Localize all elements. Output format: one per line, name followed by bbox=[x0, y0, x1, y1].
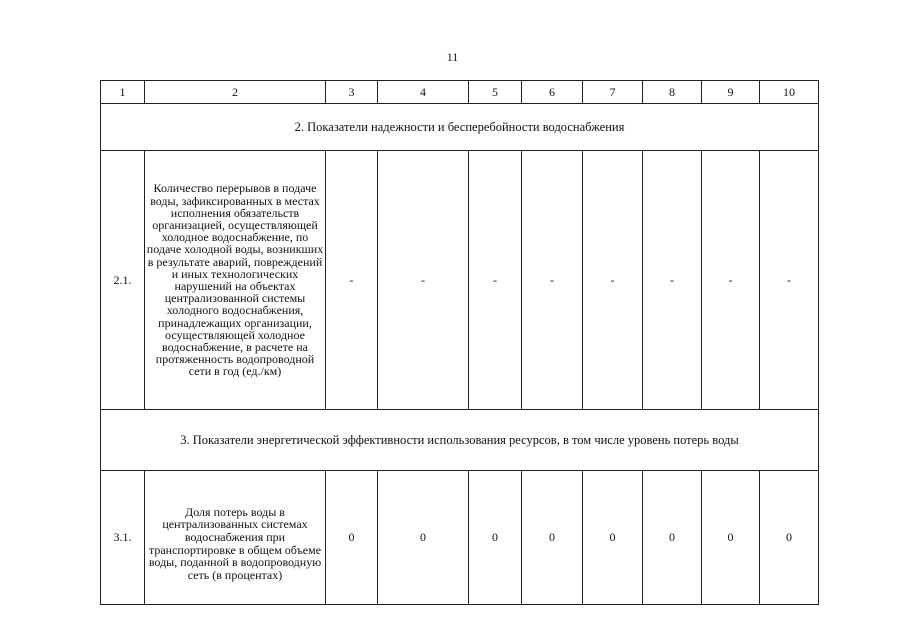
column-header: 2 bbox=[145, 81, 326, 104]
column-header: 4 bbox=[378, 81, 469, 104]
value-cell: 0 bbox=[378, 471, 469, 605]
value-cell: 0 bbox=[583, 471, 643, 605]
value-cell: 0 bbox=[522, 471, 583, 605]
value-cell: - bbox=[583, 151, 643, 410]
row-number: 3.1. bbox=[101, 471, 145, 605]
value-cell: - bbox=[522, 151, 583, 410]
column-header: 10 bbox=[760, 81, 819, 104]
value-cell: - bbox=[326, 151, 378, 410]
column-header: 8 bbox=[643, 81, 702, 104]
section-3-title: 3. Показатели энергетической эффективности использования ресурсов, в том числе уровень потерь воды bbox=[101, 410, 819, 471]
value-cell: - bbox=[702, 151, 760, 410]
page-number: 11 bbox=[446, 50, 459, 64]
row-description: Количество перерывов в подаче воды, зафиксированных в местах исполнения обязательств организацией, осуществляющей холодное водоснабжение, по подаче холодной воды, возникших в результате аварий, повреждений и иных технологических нарушений на объектах централизованной системы холодного водоснабжения, принадлежащих организации, осуществляющей холодное водоснабжение, в расчете на протяженность водопроводной сети в год (ед./км) bbox=[145, 151, 326, 410]
column-header: 7 bbox=[583, 81, 643, 104]
row-number: 2.1. bbox=[101, 151, 145, 410]
row-description: Доля потерь воды в централизованных системах водоснабжения при транспортировке в общем объеме воды, поданной в водопроводную сеть (в процентах) bbox=[145, 471, 326, 605]
column-header: 1 bbox=[101, 81, 145, 104]
section-2-title: 2. Показатели надежности и бесперебойности водоснабжения bbox=[101, 104, 819, 151]
value-cell: 0 bbox=[760, 471, 819, 605]
indicators-table bbox=[100, 80, 819, 605]
column-header: 9 bbox=[702, 81, 760, 104]
column-header-row bbox=[101, 81, 819, 104]
value-cell: 0 bbox=[469, 471, 522, 605]
value-cell: - bbox=[378, 151, 469, 410]
value-cell: - bbox=[469, 151, 522, 410]
table-row bbox=[101, 471, 819, 605]
column-header: 3 bbox=[326, 81, 378, 104]
table-row bbox=[101, 151, 819, 410]
value-cell: - bbox=[760, 151, 819, 410]
value-cell: 0 bbox=[326, 471, 378, 605]
section-2-row bbox=[101, 104, 819, 151]
value-cell: 0 bbox=[702, 471, 760, 605]
column-header: 6 bbox=[522, 81, 583, 104]
value-cell: - bbox=[643, 151, 702, 410]
column-header: 5 bbox=[469, 81, 522, 104]
section-3-row bbox=[101, 410, 819, 471]
value-cell: 0 bbox=[643, 471, 702, 605]
